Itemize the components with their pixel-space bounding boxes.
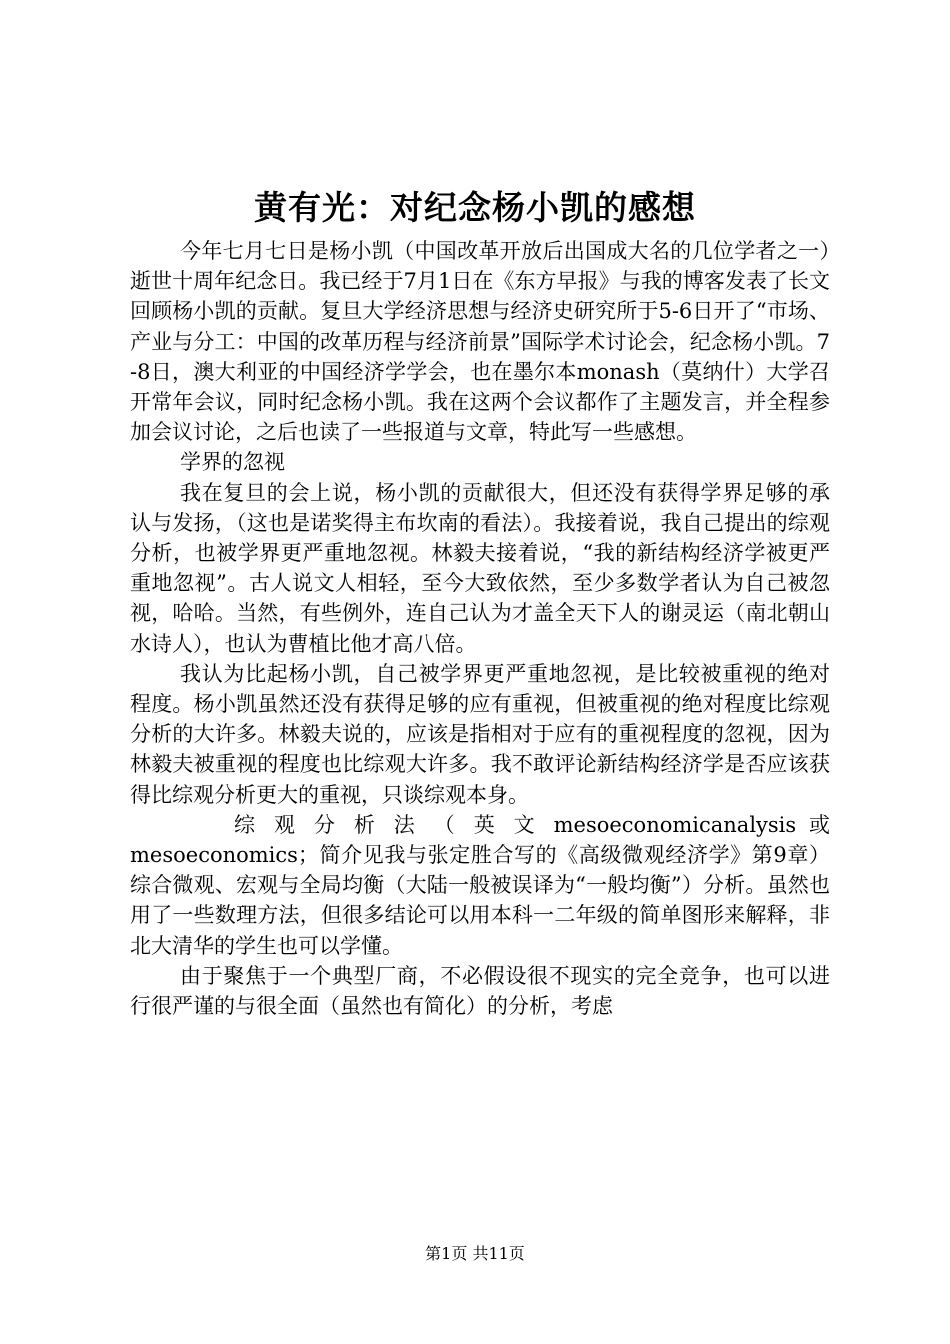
document-body [130,236,830,1021]
page-number-footer: 第1页 共11页 [425,1244,525,1263]
paragraph-attention-degree: 我认为比起杨小凯，自己被学界更严重地忽视，是比较被重视的绝对程度。杨小凯虽然还没有获得足够的应有重视，但被重视的绝对程度比综观分析的大许多。林毅夫说的，应该是指相对于应有的重视程度的忽视，因为林毅夫被重视的程度也比综观大许多。我不敢评论新结构经济学是否应该获得比综观分析更大的重视，只谈综观本身。 [130,661,830,807]
paragraph-intro: 今年七月七日是杨小凯（中国改革开放后出国成大名的几位学者之一）逝世十周年纪念日。我已经于7月1日在《东方早报》与我的博客发表了长文回顾杨小凯的贡献。复旦大学经济思想与经济史研究所于5-6日开了“市场、产业与分工：中国的改革历程与经济前景”国际学术讨论会，纪念杨小凯。7-8日，澳大利亚的中国经济学学会，也在墨尔本monash（莫纳什）大学召开常年会议，同时纪念杨小凯。我在这两个会议都作了主题发言，并全程参加会议讨论，之后也读了一些报道与文章，特此写一些感想。 [130,239,830,445]
document-title: 黄有光：对纪念杨小凯的感想 [254,188,696,227]
section-heading: 学界的忽视 [180,450,285,475]
paragraph-fudan-meeting: 我在复旦的会上说，杨小凯的贡献很大，但还没有获得学界足够的承认与发扬，（这也是诺奖得主布坎南的看法）。我接着说，我自己提出的综观分析，也被学界更严重地忽视。林毅夫接着说，“我的新结构经济学被更严重地忽视”。古人说文人相轻，至今大致依然，至少多数学者认为自己被忽视，哈哈。当然，有些例外，连自己认为才盖全天下人的谢灵运（南北朝山水诗人），也认为曹植比他才高八倍。 [130,480,830,656]
paragraph-mesoeconomics: 综 观 分 析 法 （ 英 文 mesoeconomicanalysis 或 mesoeconomics；简介见我与张定胜合写的《高级微观经济学》第9章）综合微观、宏观与全局均衡（大陆一般被误译为“一般均衡”）分析。虽然也用了一些数理方法，但很多结论可以用本科一二年级的简单图形来解释，非北大清华的学生也可以学懂。 [130,812,830,958]
paragraph-typical-firm: 由于聚焦于一个典型厂商，不必假设很不现实的完全竞争，也可以进行很严谨的与很全面（虽然也有简化）的分析，考虑 [130,963,830,1019]
